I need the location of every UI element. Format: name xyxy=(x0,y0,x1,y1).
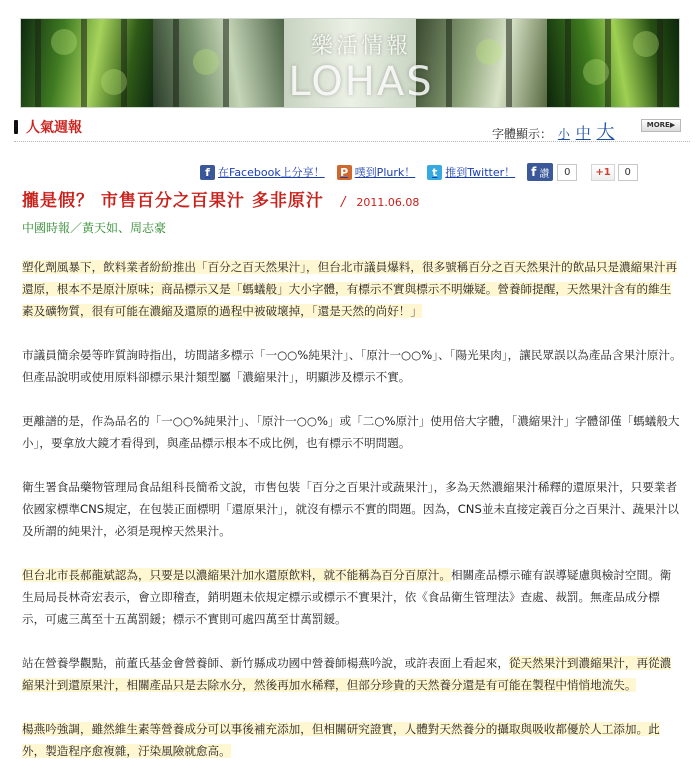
highlighted-text: 從天然果汁到濃縮果汁，再從濃縮果汁到還原果汁，相關產品只是去除水分，然後再加水稀釋，但部分珍貴的天然養分還是有可能在製程中悄悄地流失。 xyxy=(22,656,672,692)
font-size-small[interactable]: 小 xyxy=(557,127,570,141)
google-plus xyxy=(591,164,637,181)
article-byline: 中國時報／黃天如、周志豪 xyxy=(22,221,167,235)
article-body xyxy=(22,256,682,784)
facebook-like-label: 讚 xyxy=(539,168,550,180)
highlighted-text: 但台北市長郝龍斌認為，只要是以濃縮果汁加水還原飲料，就不能稱為百分百原汁。 xyxy=(22,568,451,582)
paragraph-text: 更離譜的是，作為品名的「一○○%純果汁」、「原汁一○○%」或「二○%原汁」使用倍大字體，「濃縮果汁」字體卻僅「螞蟻般大小」，要拿放大鏡才看得到，與產品標示根本不成比例，也有標示不明問題。 xyxy=(22,414,680,450)
facebook-like-icon: f xyxy=(531,165,537,179)
share-facebook-link[interactable] xyxy=(200,164,325,180)
article-paragraph xyxy=(22,564,682,630)
article-paragraph xyxy=(22,652,682,696)
forest-photo-1 xyxy=(21,19,153,107)
banner-subtitle: LOHAS xyxy=(288,59,434,105)
font-size-medium[interactable]: 中 xyxy=(575,124,591,142)
article-paragraph xyxy=(22,344,682,388)
share-facebook-label: 在Facebook上分享！ xyxy=(218,166,325,179)
article-paragraph xyxy=(22,718,682,762)
google-plus-count: 0 xyxy=(618,164,638,181)
plurk-icon: P xyxy=(337,165,352,180)
paragraph-text: 相關產品標示確有誤導疑慮與檢討空間。衛生局局長林奇宏表示，會立即稽查，銷明題未依規定標示或標示不實果汁，依《食品衛生管理法》查處、裁罰。無產品成分標示，可處三萬至十五萬罰鍰；標示不實則可處四萬至廿萬罰鍰。 xyxy=(22,568,672,626)
highlighted-text: 楊燕吟強調， xyxy=(22,722,92,736)
article-header xyxy=(22,186,682,211)
facebook-icon: f xyxy=(200,165,215,180)
share-plurk-label: 噗到Plurk！ xyxy=(354,166,416,179)
highlighted-text: 雖然維生素等營養成分可以事後補充添加，但相關研究證實，人體對天然養分的攝取與吸收都優於人工添加。此外，製造程序愈複雜，汙染風險就愈高。 xyxy=(22,722,660,758)
share-bar xyxy=(200,162,638,182)
facebook-like-count: 0 xyxy=(557,164,577,181)
title-separator: / xyxy=(340,195,346,210)
article-paragraph xyxy=(22,256,682,322)
font-size-label: 字體顯示： xyxy=(492,127,553,141)
share-plurk-link[interactable] xyxy=(337,164,416,180)
paragraph-text: 站在營養學觀點，前董氏基金會營養師、新竹縣成功國中營養師楊燕吟說，或許表面上看起來， xyxy=(22,656,509,670)
twitter-icon: t xyxy=(427,165,442,180)
banner-title: 樂活情報 xyxy=(310,34,411,59)
article-paragraph xyxy=(22,410,682,454)
font-size-large[interactable]: 大 xyxy=(596,122,615,143)
paragraph-text: 市議員簡余晏等昨質詢時指出，坊間諸多標示「一○○%純果汁」、「原汁一○○%」、「陽光果肉」，讓民眾誤以為產品含果汁原汁。但產品說明或使用原料卻標示果汁類型屬「濃縮果汁」，明顯涉及標示不實。 xyxy=(22,348,682,384)
article-title: 攏是假？ 市售百分之百果汁 多非原汁 xyxy=(22,191,324,211)
section-marker-icon xyxy=(14,120,18,134)
section-title: 人氣週報 xyxy=(26,120,82,136)
section-header xyxy=(14,116,690,143)
forest-photo-2 xyxy=(153,19,285,107)
facebook-like xyxy=(527,163,577,181)
share-twitter-link[interactable] xyxy=(427,164,515,180)
google-plus-button[interactable]: +1 xyxy=(591,164,614,181)
share-twitter-label: 推到Twitter！ xyxy=(445,166,516,179)
section-divider xyxy=(14,141,690,142)
paragraph-text: 衛生署食品藥物管理局食品組科長簡希文說，市售包裝「百分之百果汁或蔬果汁」，多為天然濃縮果汁稀釋的還原果汁，只要業者依國家標準CNS規定，在包裝正面標明「還原果汁」，就沒有標示不實的問題。因為，CNS並未直接定義百分之百果汁、蔬果汁以及所謂的純果汁，必須是現榨天然果汁。 xyxy=(22,480,679,538)
forest-photo-5 xyxy=(547,19,679,107)
lohas-banner xyxy=(20,18,680,108)
more-button[interactable]: MORE▶ xyxy=(641,119,681,132)
highlighted-text: 塑化劑風暴下，飲料業者紛紛推出「百分之百天然果汁」，但台北市議員爆料，很多號稱百分之百天然果汁的飲品只是濃縮果汁再還原，根本不是原汁原味；商品標示又是「螞蟻般」大小字體，有標示不實與標示不明嫌疑。營養師提醒，天然果汁含有的維生素及礦物質，很有可能在濃縮及還原的過程中被破壞掉，「還是天然的尚好！」 xyxy=(22,260,678,318)
article-date: 2011.06.08 xyxy=(356,196,420,209)
article-paragraph xyxy=(22,476,682,542)
facebook-like-button[interactable] xyxy=(527,163,553,181)
